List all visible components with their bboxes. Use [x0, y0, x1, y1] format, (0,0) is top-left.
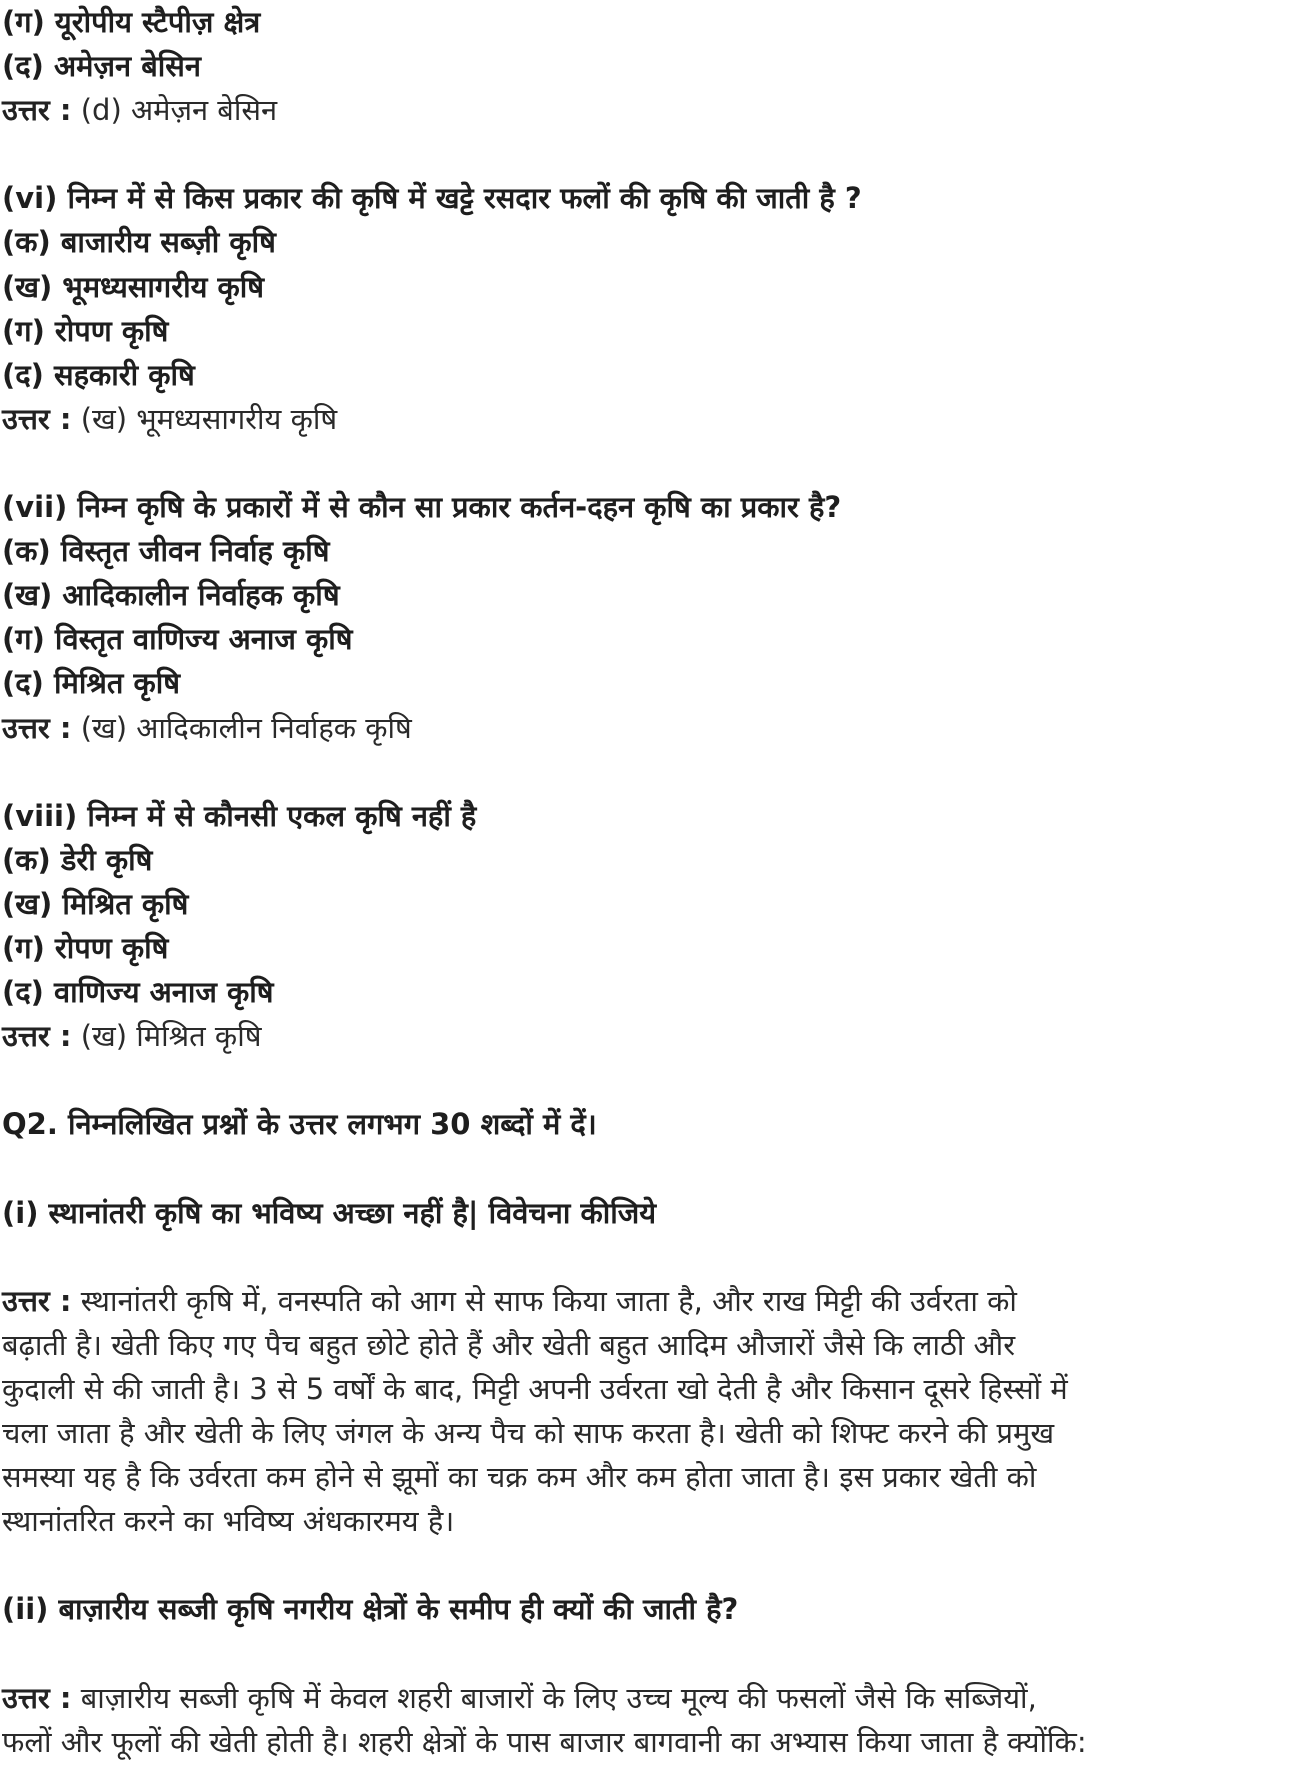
- answer-line: [2, 1279, 1292, 1323]
- blank-line: [2, 750, 1292, 794]
- option: (ग) रोपण कृषि: [2, 930, 169, 965]
- answer-text: कुदाली से की जाती है। 3 से 5 वर्षों के बाद, मिट्टी अपनी उर्वरता खो देती है और किसान दूसरे हिस्सों में: [2, 1371, 1068, 1406]
- answer-line: [2, 88, 1292, 132]
- blank-line: [2, 1543, 1292, 1587]
- question: (vii) निम्न कृषि के प्रकारों में से कौन सा प्रकार कर्तन-दहन कृषि का प्रकार है?: [2, 490, 842, 525]
- question: (i) स्थानांतरी कृषि का भविष्य अच्छा नहीं है| विवेचना कीजिये: [2, 1195, 657, 1230]
- blank-line: [2, 1146, 1292, 1190]
- question: (viii) निम्न में से कौनसी एकल कृषि नहीं है: [2, 798, 477, 833]
- answer-line: [2, 1367, 1292, 1411]
- option: (क) बाजारीय सब्ज़ी कृषि: [2, 225, 276, 260]
- answer-text: (ख) मिश्रित कृषि: [80, 1019, 262, 1054]
- answer-text: स्थानांतरित करने का भविष्य अंधकारमय है।: [2, 1504, 455, 1539]
- answer-label: उत्तर :: [2, 1283, 72, 1318]
- option: (ग) रोपण कृषि: [2, 313, 169, 348]
- answer-line: [2, 397, 1292, 441]
- answer-line: [2, 1720, 1292, 1764]
- option: (ख) आदिकालीन निर्वाहक कृषि: [2, 578, 340, 613]
- option: (ख) भूमध्यसागरीय कृषि: [2, 269, 265, 304]
- answer-line: [2, 706, 1292, 750]
- answer-line: [2, 1411, 1292, 1455]
- answer-line: [2, 1014, 1292, 1058]
- option: (द) वाणिज्य अनाज कृषि: [2, 975, 274, 1010]
- answer-line: [2, 1499, 1292, 1543]
- question: (ii) बाज़ारीय सब्जी कृषि नगरीय क्षेत्रों के समीप ही क्यों की जाती है?: [2, 1592, 739, 1627]
- answer-text: बढ़ाती है। खेती किए गए पैच बहुत छोटे होते हैं और खेती बहुत आदिम औजारों जैसे कि लाठी और: [2, 1327, 1016, 1362]
- answer-label: उत्तर :: [2, 1019, 72, 1054]
- answer-text: (d) अमेज़न बेसिन: [80, 93, 278, 128]
- answer-line: [2, 1323, 1292, 1367]
- answer-text: चला जाता है और खेती के लिए जंगल के अन्य पैच को साफ करता है। खेती को शिफ्ट करने की प्रमुख: [2, 1416, 1055, 1450]
- section-heading: Q2. निम्नलिखित प्रश्नों के उत्तर लगभग 30 शब्दों में दें।: [2, 1107, 597, 1142]
- answer-line: [2, 1676, 1292, 1720]
- answer-text: (ख) आदिकालीन निर्वाहक कृषि: [80, 710, 412, 745]
- answer-label: उत्तर :: [2, 401, 72, 436]
- option: (क) विस्तृत जीवन निर्वाह कृषि: [2, 534, 330, 569]
- blank-line: [2, 132, 1292, 176]
- option: (क) डेरी कृषि: [2, 842, 153, 877]
- answer-text: बाज़ारीय सब्जी कृषि में केवल शहरी बाजारों के लिए उच्च मूल्य की फसलों जैसे कि सब्जियों,: [80, 1680, 1037, 1715]
- question: (vi) निम्न में से किस प्रकार की कृषि में खट्टे रसदार फलों की कृषि की जाती है ?: [2, 181, 862, 216]
- blank-line: [2, 441, 1292, 485]
- blank-line: [2, 1235, 1292, 1279]
- option: (द) अमेज़न बेसिन: [2, 49, 201, 84]
- answer-text: समस्या यह है कि उर्वरता कम होने से झूमों का चक्र कम और कम होता जाता है। इस प्रकार खेती को: [2, 1460, 1037, 1495]
- option: (ग) यूरोपीय स्टैपीज़ क्षेत्र: [2, 5, 261, 39]
- answer-label: उत्तर :: [2, 1680, 72, 1715]
- answer-text: फलों और फूलों की खेती होती है। शहरी क्षेत्रों के पास बाजार बागवानी का अभ्यास किया जाता है क्योंकि:: [2, 1724, 1087, 1759]
- option: (द) सहकारी कृषि: [2, 357, 195, 392]
- answer-text: स्थानांतरी कृषि में, वनस्पति को आग से साफ किया जाता है, और राख मिट्टी की उर्वरता को: [80, 1283, 1017, 1318]
- blank-line: [2, 1058, 1292, 1102]
- option: (द) मिश्रित कृषि: [2, 666, 181, 701]
- answer-text: (ख) भूमध्यसागरीय कृषि: [80, 401, 338, 436]
- answer-label: उत्तर :: [2, 710, 72, 745]
- option: (ग) विस्तृत वाणिज्य अनाज कृषि: [2, 622, 353, 657]
- answer-label: उत्तर :: [2, 93, 72, 128]
- blank-line: [2, 1631, 1292, 1675]
- answer-line: [2, 1455, 1292, 1499]
- option: (ख) मिश्रित कृषि: [2, 886, 189, 921]
